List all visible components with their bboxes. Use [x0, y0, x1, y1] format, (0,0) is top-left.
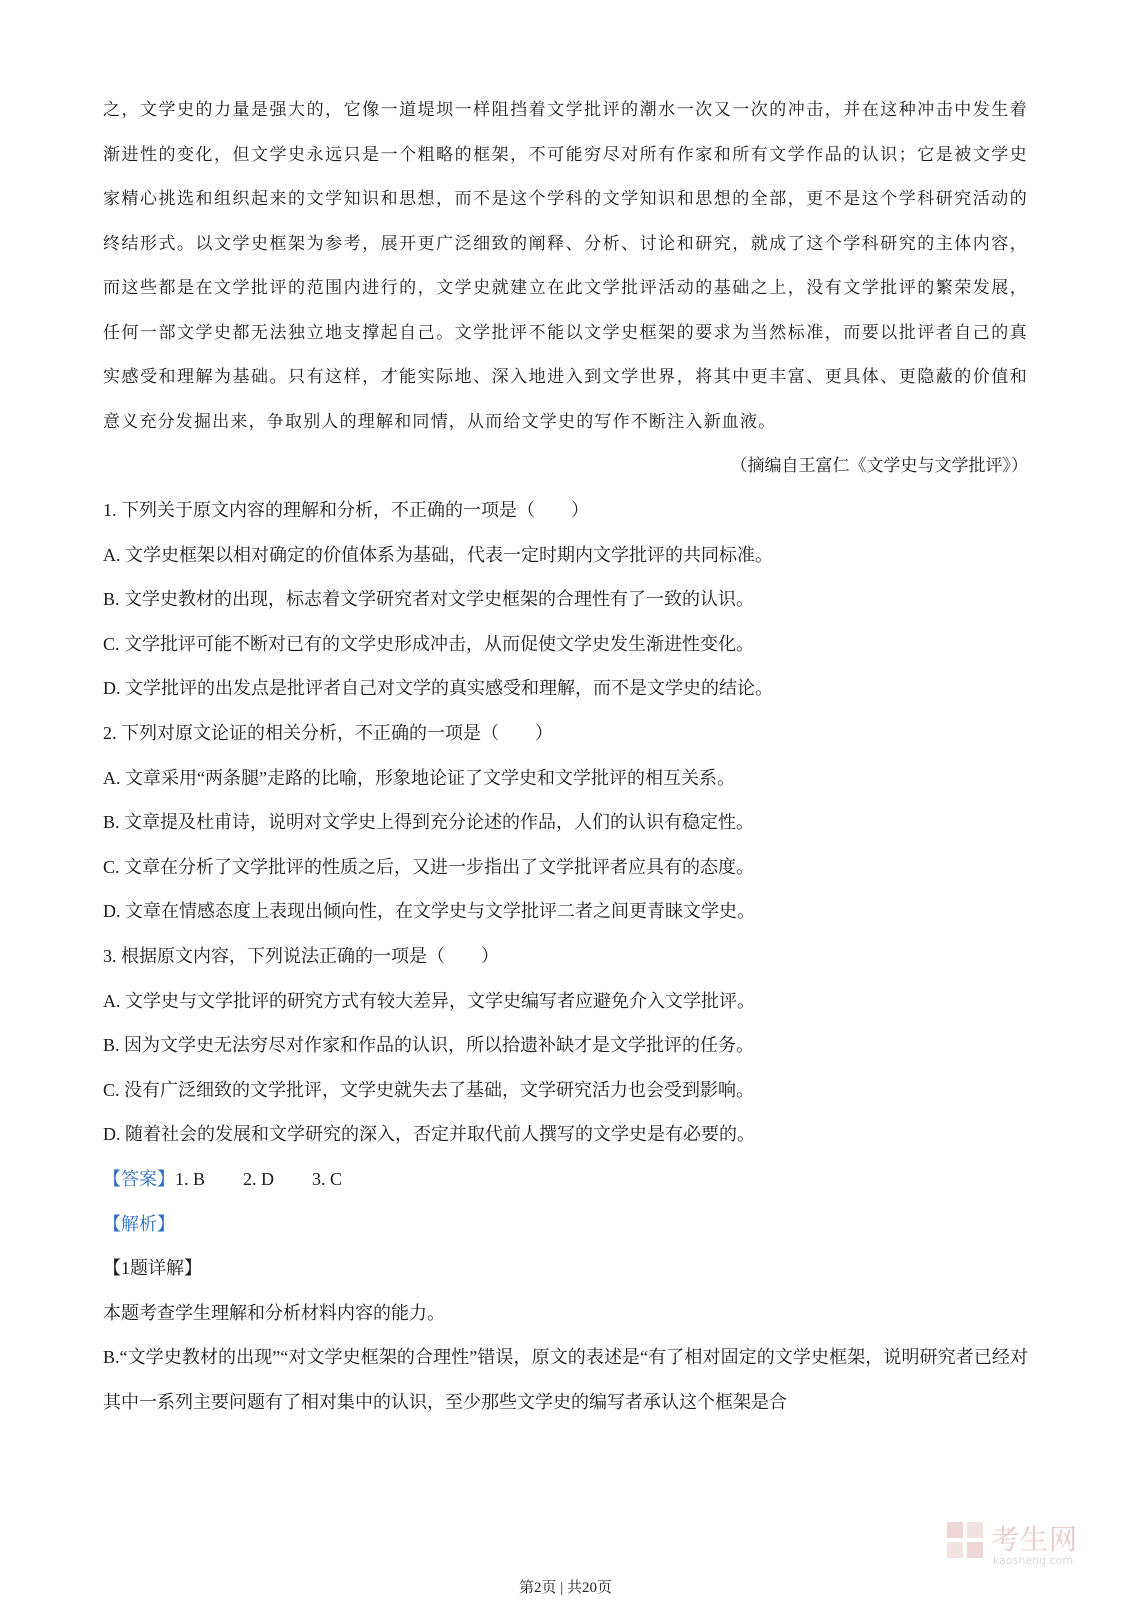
question-2-option-a: A. 文章采用“两条腿”走路的比喻，形象地论证了文学史和文学批评的相互关系。: [103, 767, 735, 788]
question-3-option-d: D. 随着社会的发展和文学研究的深入，否定并取代前人撰写的文学史是有必要的。: [103, 1124, 755, 1145]
question-2-option-d: D. 文章在情感态度上表现出倾向性，在文学史与文学批评二者之间更青睐文学史。: [103, 901, 755, 922]
analysis-q1-text: B.“文学史教材的出现”“对文学史框架的合理性”错误，原文的表述是“有了相对固定的文学史框架，说明研究者已经对其中一系列主要问题有了相对集中的认识，至少那些文学史的编写者承认这个框架是合: [103, 1347, 1028, 1412]
watermark-logo-icon: [945, 1520, 987, 1562]
watermark-name: 考生网: [991, 1523, 1079, 1556]
question-stem-2: 2. 下列对原文论证的相关分析，不正确的一项是（ ）: [103, 722, 553, 743]
passage-citation: （摘编自王富仁《文学史与文学批评》）: [730, 456, 1028, 476]
question-1-option-d: D. 文学批评的出发点是批评者自己对文学的真实感受和理解，而不是文学史的结论。: [103, 678, 773, 699]
watermark-url: kaosheng.com: [993, 1554, 1074, 1567]
footer-page-number: 第2页: [518, 1580, 557, 1596]
answer-item-2: 2. D: [243, 1168, 275, 1189]
analysis-q1-title: 【1题详解】: [103, 1258, 202, 1279]
questions: [103, 488, 1028, 1424]
answer-item-1: 1. B: [175, 1168, 206, 1189]
answer-item-3: 3. C: [312, 1168, 343, 1189]
watermark: [945, 1518, 1085, 1576]
passage-paragraph: 之，文学史的力量是强大的，它像一道堤坝一样阻挡着文学批评的潮水一次又一次的冲击，并在这种冲击中发生着渐进性的变化，但文学史永远只是一个粗略的框架，不可能穷尽对所有作家和所有文学作品的认识；它是被文学史家精心挑选和组织起来的文学知识和思想，而不是这个学科的文学知识和思想的全部，更不是这个学科研究活动的终结形式。以文学史框架为参考，展开更广泛细致的阐释、分析、讨论和研究，就成了这个学科研究的主体内容，而这些都是在文学批评的范围内进行的，文学史就建立在此文学批评活动的基础之上，没有文学批评的繁荣发展，任何一部文学史都无法独立地支撑起自己。文学批评不能以文学史框架的要求为当然标准，而要以批评者自己的真实感受和理解为基础。只有这样，才能实际地、深入地进入到文学世界，将其中更丰富、更具体、更隐蔽的价值和意义充分发掘出来，争取别人的理解和同情，从而给文学史的写作不断注入新血液。: [103, 100, 1028, 432]
answer-line: [103, 1157, 1028, 1202]
question-2-option-b: B. 文章提及杜甫诗，说明对文学史上得到充分论述的作品，人们的认识有稳定性。: [103, 812, 755, 833]
analysis-q1-intro: 本题考查学生理解和分析材料内容的能力。: [103, 1302, 445, 1323]
question-2-option-c: C. 文章在分析了文学批评的性质之后，又进一步指出了文学批评者应具有的态度。: [103, 856, 755, 877]
question-1-option-b: B. 文学史教材的出现，标志着文学研究者对文学史框架的合理性有了一致的认识。: [103, 589, 755, 610]
question-stem-1: 1. 下列关于原文内容的理解和分析，不正确的一项是（ ）: [103, 500, 589, 520]
question-3-option-a: A. 文学史与文学批评的研究方式有较大差异，文学史编写者应避免介入文学批评。: [103, 990, 755, 1011]
question-stem-3: 3. 根据原文内容，下列说法正确的一项是（ ）: [103, 945, 499, 966]
passage: [103, 88, 1028, 488]
question-3-option-b: B. 因为文学史无法穷尽对作家和作品的认识，所以拾遗补缺才是文学批评的任务。: [103, 1035, 755, 1056]
question-3-option-c: C. 没有广泛细致的文学批评，文学史就失去了基础，文学研究活力也会受到影响。: [103, 1079, 755, 1100]
footer-separator: |: [560, 1580, 564, 1596]
question-1-option-a: A. 文学史框架以相对确定的价值体系为基础，代表一定时期内文学批评的共同标准。: [103, 544, 773, 565]
analysis-label: 【解析】: [103, 1213, 175, 1234]
page-footer: [0, 1576, 1131, 1597]
question-1-option-c: C. 文学批评可能不断对已有的文学史形成冲击，从而促使文学史发生渐进性变化。: [103, 633, 755, 654]
document-page: [103, 88, 1028, 1424]
answer-label: 【答案】: [103, 1168, 175, 1189]
footer-total-pages: 共20页: [567, 1580, 613, 1596]
